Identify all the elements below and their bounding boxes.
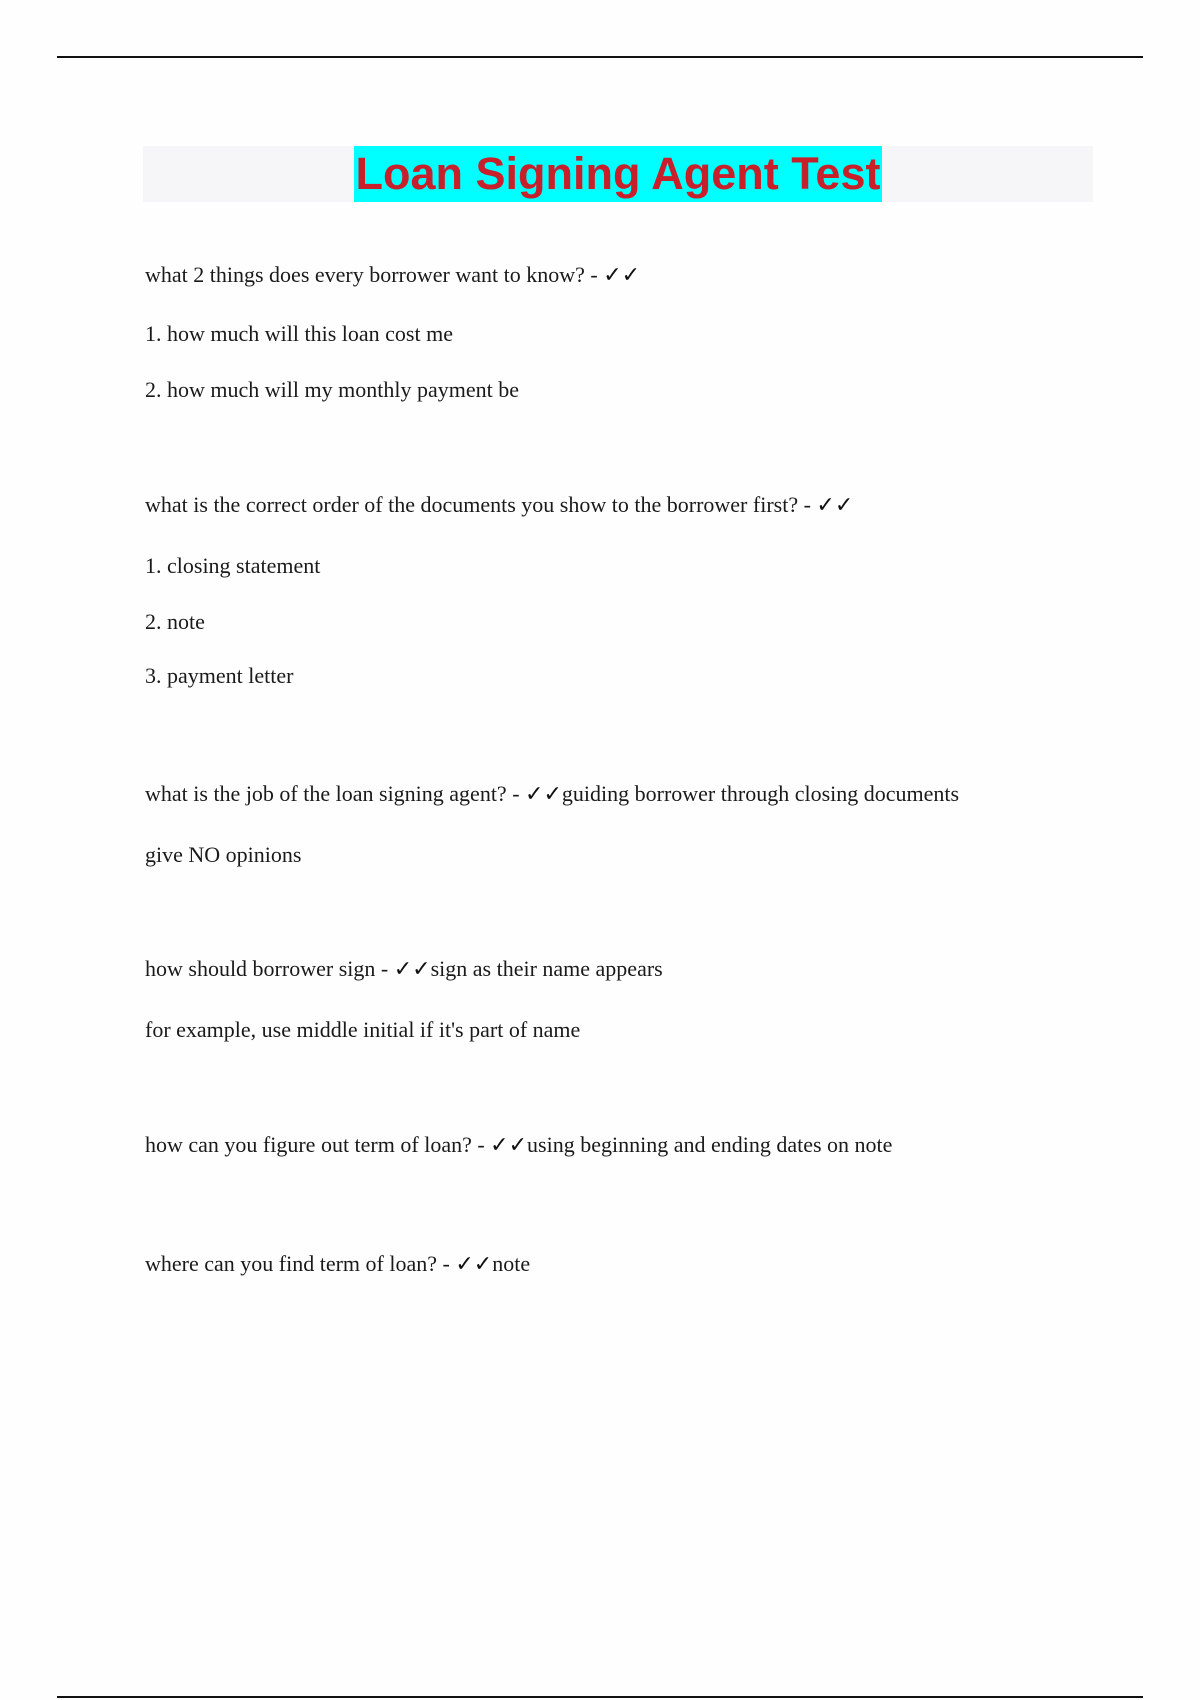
separator: - <box>506 781 526 806</box>
question-5 <box>145 1131 892 1160</box>
double-check-icon: ✓✓ <box>490 1133 528 1158</box>
question-text: what is the correct order of the documents you show to the borrower first? <box>145 492 799 517</box>
separator: - <box>584 262 604 287</box>
separator: - <box>437 1251 456 1276</box>
answer-line: 2. how much will my monthly payment be <box>145 377 519 402</box>
top-rule <box>57 56 1143 58</box>
question-text: how should borrower sign <box>145 956 376 981</box>
question-6 <box>145 1250 530 1279</box>
question-text: how can you figure out term of loan? <box>145 1132 472 1157</box>
answer-inline: guiding borrower through closing documents <box>561 781 960 806</box>
title-band <box>143 146 1093 202</box>
question-1 <box>145 261 640 290</box>
answer-inline: note <box>492 1251 531 1276</box>
answer-inline: using beginning and ending dates on note <box>527 1132 893 1157</box>
bottom-rule <box>57 1696 1143 1698</box>
separator: - <box>798 492 817 517</box>
separator: - <box>375 956 394 981</box>
answer-line: for example, use middle initial if it's part of name <box>145 1017 581 1042</box>
question-4 <box>145 955 663 984</box>
question-2 <box>145 491 853 520</box>
separator: - <box>471 1132 491 1157</box>
answer-line: 1. how much will this loan cost me <box>145 321 453 346</box>
answer-line: give NO opinions <box>145 842 302 867</box>
question-3 <box>145 780 959 809</box>
answer-line: 2. note <box>145 609 205 634</box>
page-title: Loan Signing Agent Test <box>354 146 883 202</box>
double-check-icon: ✓✓ <box>603 263 641 288</box>
double-check-icon: ✓✓ <box>816 493 854 518</box>
double-check-icon: ✓✓ <box>525 782 562 807</box>
question-text: what is the job of the loan signing agent? <box>145 781 507 806</box>
answer-inline: sign as their name appears <box>430 956 663 981</box>
question-text: where can you find term of loan? <box>145 1251 437 1276</box>
double-check-icon: ✓✓ <box>393 957 431 982</box>
double-check-icon: ✓✓ <box>455 1252 493 1277</box>
answer-line: 1. closing statement <box>145 553 321 578</box>
answer-line: 3. payment letter <box>145 663 294 688</box>
question-text: what 2 things does every borrower want to know? <box>145 262 585 287</box>
